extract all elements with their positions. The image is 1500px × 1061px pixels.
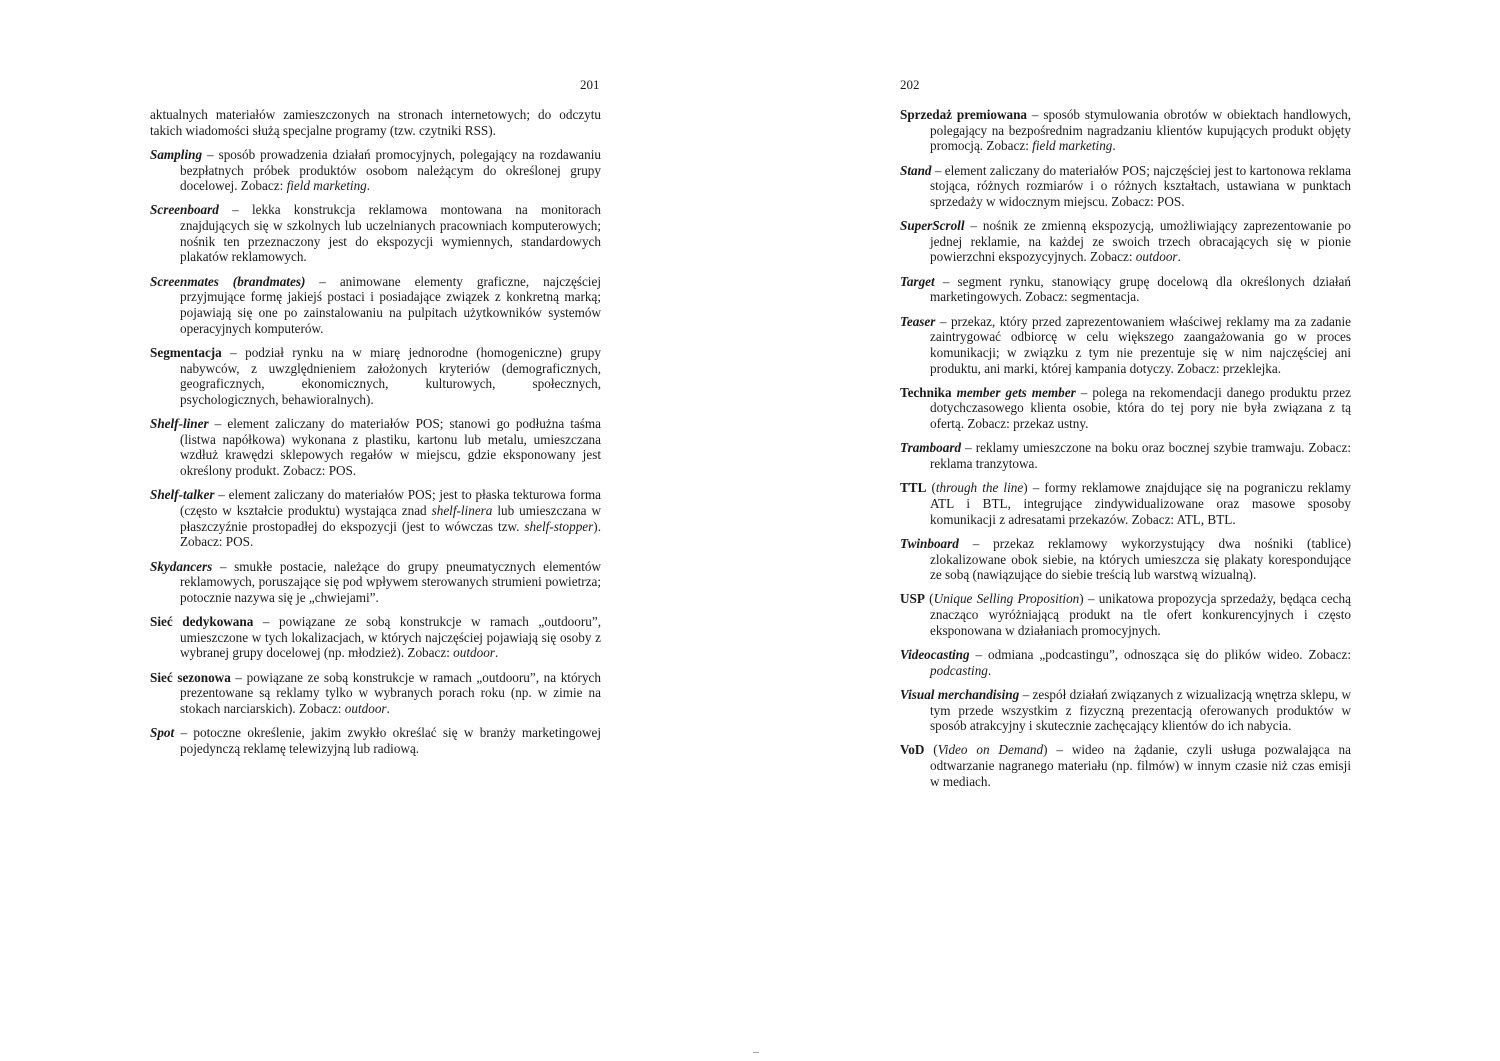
entry-expansion: Video on Demand — [937, 742, 1044, 758]
entry-term: Target — [900, 273, 935, 289]
entry-term: Shelf-liner — [150, 416, 209, 432]
entry-term: Visual merchandising — [900, 686, 1020, 702]
entry-definition: – element zaliczany do materiałów POS; stanowi go podłużna taśma (listwa napółkowa) wykonana z plastiku, kartonu lub metalu, umieszczana wzdłuż krawędzi sklepowych regałów w miejscu, gdzie eksponowany jest określony produkt. Zobacz: POS. — [180, 416, 601, 479]
entry-term: member gets member — [956, 384, 1076, 400]
entry-term: Sieć dedykowana — [150, 614, 254, 630]
glossary-entry-target — [900, 274, 1351, 305]
glossary-entry-usp: USP (Unique Selling Proposition) – unikatowa propozycja sprzedaży, będąca cechą znacząco wyróżniającą produkt na tle ofert konkurencyjnych i często eksponowana w działaniach promocyjnych. — [900, 591, 1351, 638]
entry-expansion: through the line — [935, 480, 1024, 496]
entry-definition: – element zaliczany do materiałów POS; najczęściej jest to kartonowa reklama stojąca, różnych rozmiarów i o różnych kształtach, ustawiana w punktach sprzedaży w widocznym miejscu. Zobacz: POS. — [930, 162, 1351, 209]
glossary-entry-member-gets-member — [900, 385, 1351, 432]
entry-definition: – smukłe postacie, należące do grupy pneumatycznych elementów reklamowych, poruszające się pod wpływem sterowanych strumieni powietrza; potocznie nazywa się je „chwiejami”. — [180, 558, 601, 605]
glossary-entry-sampling — [150, 147, 601, 194]
entry-definition: – wideo na żądanie, czyli usługa pozwalająca na odtwarzanie nagranego materiału (np. filmów) w innym czasie niż czas emisji w mediach. — [930, 742, 1351, 789]
entry-definition: – unikatowa propozycja sprzedaży, będąca cechą znacząco wyróżniającą produkt na tle ofert konkurencyjnych i często eksponowana w działaniach promocyjnych. — [930, 591, 1351, 638]
glossary-entries — [150, 107, 601, 765]
glossary-entry-tramboard — [900, 440, 1351, 471]
glossary-entry-shelf-talker — [150, 487, 601, 550]
entry-definition: – nośnik ze zmienną ekspozycją, umożliwiający zaprezentowanie po jednej reklamie, na każdej ze swoich trzech obracających się w pionie powierzchni ekspozycyjnych. Zobacz: — [930, 218, 1351, 265]
entry-definition: – sposób prowadzenia działań promocyjnych, polegający na rozdawaniu bezpłatnych próbek produktów osobom należącym do określonej grupy docelowej. Zobacz: — [180, 146, 601, 194]
glossary-entry-sprzedaz-premiowana — [900, 107, 1351, 154]
entry-definition: – podział rynku na w miarę jednorodne (homogeniczne) grupy nabywców, z uwzględnieniem założonych kryteriów (demograficznych, geograficznych, ekonomicznych, kulturowych, społecznych, psychologicznych, behawioralnych). — [180, 344, 601, 407]
glossary-entry-screenmates — [150, 274, 601, 337]
continuation-paragraph: aktualnych materiałów zamieszczonych na stronach internetowych; do odczytu takich wiadomości służą specjalne programy (tzw. czytniki RSS). — [150, 107, 601, 138]
entry-term: Sampling — [150, 146, 203, 162]
entry-tail: lub umieszczana w płaszczyźnie prostopadłej do ekspozycji (jest to wówczas tzw. — [180, 503, 601, 534]
entry-term: TTL — [900, 480, 927, 496]
entry-tail: . — [1177, 249, 1181, 265]
entry-term: Shelf-talker — [150, 487, 215, 503]
glossary-entry-stand — [900, 163, 1351, 210]
glossary-entries — [900, 107, 1351, 798]
entry-definition: – polega na rekomendacji danego produktu przez dotychczasowego klienta osobie, która do tej pory nie była związana z tą ofertą. Zobacz: przekaz ustny. — [930, 384, 1352, 432]
entry-definition: – animowane elementy graficzne, najczęściej przyjmujące formę jakiejś postaci i posiadające związek z konkretną marką; pojawiają się one po zainstalowaniu na pulpitach użytkowników systemów operacyjnych komputerów. — [180, 273, 601, 336]
entry-definition: – przekaz reklamowy wykorzystujący dwa nośniki (tablice) zlokalizowane obok siebie, na których umieszcza się plakaty korespondujące ze sobą (nawiązujące do siebie treścią lub warstwą wizualną). — [930, 535, 1351, 583]
glossary-entry-siec-sezonowa — [150, 670, 601, 717]
glossary-entry-shelf-liner — [150, 416, 601, 479]
entry-reference: shelf-linera — [431, 503, 493, 518]
entry-definition: – reklamy umieszczone na boku oraz bocznej szybie tramwaju. Zobacz: reklama tranzytowa. — [930, 440, 1351, 472]
entry-reference: field marketing — [286, 178, 367, 194]
glossary-entry-visual-merchandising — [900, 687, 1351, 734]
entry-definition: – formy reklamowe znajdujące się na pograniczu reklamy ATL i BTL, integrujące zindywidualizowane oraz masowe sposoby komunikacji z adresatami przekazów. Zobacz: ATL, BTL. — [930, 480, 1351, 527]
entry-term: Segmentacja — [150, 344, 222, 360]
page-number: 201 — [580, 77, 600, 92]
entry-reference: outdoor — [453, 645, 495, 661]
entry-term: Twinboard — [900, 535, 959, 551]
entry-term: Skydancers — [150, 558, 213, 574]
entry-term: Screenmates (brandmates) — [150, 273, 306, 289]
entry-reference: podcasting — [930, 662, 988, 678]
entry-tail: . — [386, 701, 390, 716]
glossary-entry-segmentacja — [150, 345, 601, 408]
entry-tail: ). Zobacz: POS. — [180, 518, 601, 550]
entry-definition: – powiązane ze sobą konstrukcje w ramach „outdooru”, umieszczone w tych lokalizacjach, w których najczęściej pojawiają się osoby z wybranej grupy docelowej (np. młodzież). Zobacz: — [180, 614, 601, 661]
right-page — [750, 0, 1500, 1061]
entry-expansion: Unique Selling Proposition — [933, 591, 1080, 607]
entry-definition: – zespół działań związanych z wizualizacją wnętrza sklepu, w tym przede wszystkim z fizyczną prezentacją oferowanych produktów w sposób atrakcyjny i skutecznie zachęcający klientów do ich nabycia. — [930, 686, 1351, 734]
entry-reference: field marketing — [1032, 138, 1113, 154]
entry-term: SuperScroll — [900, 218, 965, 234]
entry-reference: outdoor — [1135, 249, 1178, 265]
glossary-entry-screenboard — [150, 202, 601, 265]
entry-term: Teaser — [900, 313, 936, 329]
glossary-entry-vod: VoD (Video on Demand) – wideo na żądanie, czyli usługa pozwalająca na odtwarzanie nagranego materiału (np. filmów) w innym czasie niż czas emisji w mediach. — [900, 742, 1351, 789]
entry-tail: . — [1112, 138, 1116, 154]
glossary-entry-teaser — [900, 314, 1351, 377]
glossary-entry-twinboard — [900, 536, 1351, 583]
entry-definition: – potoczne określenie, jakim zwykło określać się w branży marketingowej pojedynczą reklamę telewizyjną lub radiową. — [174, 725, 601, 756]
entry-term: USP — [900, 591, 925, 607]
entry-term: Stand — [900, 162, 932, 178]
page-number: 202 — [900, 77, 920, 92]
entry-term: Sprzedaż premiowana — [900, 107, 1027, 122]
glossary-entry-siec-dedykowana — [150, 614, 601, 661]
entry-term: Videocasting — [900, 646, 970, 662]
entry-definition: – segment rynku, stanowiący grupę docelową dla określonych działań marketingowych. Zobacz: segmentacja. — [930, 273, 1351, 305]
glossary-entry-skydancers — [150, 559, 601, 606]
entry-reference: outdoor — [344, 701, 387, 716]
entry-reference: shelf-stopper — [524, 518, 594, 534]
entry-term-prefix: Technika — [900, 384, 957, 400]
entry-term: Screenboard — [150, 202, 219, 218]
entry-tail: . — [366, 178, 371, 194]
entry-term: Spot — [150, 725, 175, 741]
entry-definition: – powiązane ze sobą konstrukcje w ramach „outdooru”, na których prezentowane są reklamy tylko w wybranych porach roku (np. w zimie na stokach narciarskich). Zobacz: — [180, 669, 601, 716]
entry-term: Tramboard — [900, 440, 962, 456]
entry-definition: – element zaliczany do materiałów POS; jest to płaska tekturowa forma (często w kształcie produktu) wystająca znad — [180, 487, 601, 518]
entry-term: VoD — [900, 742, 925, 758]
glossary-entry-superscroll — [900, 218, 1351, 265]
entry-definition: – odmiana „podcastingu”, odnosząca się do plików wideo. Zobacz: — [969, 646, 1351, 662]
entry-definition: – przekaz, który przed zaprezentowaniem właściwej reklamy ma za zadanie zaintrygować odbiorcę w celu większego zaangażowania go w proces komunikacji; w związku z tym nie prezentuje się w nim najczęściej ani produktu, ani marki, której kampania dotyczy. Zobacz: przeklejka. — [930, 313, 1351, 376]
gutter-mark — [753, 1052, 759, 1053]
entry-definition: – sposób stymulowania obrotów w obiektach handlowych, polegający na bezpośrednim nagradzaniu klientów kupujących produkt objęty promocją. Zobacz: — [930, 107, 1351, 154]
entry-tail: . — [987, 662, 992, 678]
glossary-entry-spot — [150, 725, 601, 756]
glossary-entry-videocasting — [900, 647, 1351, 678]
entry-term: Sieć sezonowa — [150, 669, 231, 685]
glossary-entry-ttl: TTL (through the line) – formy reklamowe znajdujące się na pograniczu reklamy ATL i BTL, integrujące zindywidualizowane oraz masowe sposoby komunikacji z adresatami przekazów. Zobacz: ATL, BTL. — [900, 480, 1351, 527]
entry-tail: . — [494, 645, 499, 661]
entry-definition: – lekka konstrukcja reklamowa montowana na monitorach znajdujących się w szkolnych lub uczelnianych pracowniach komputerowych; nośnik ten przeznaczony jest do ekspozycji wymiennych, standardowych plakatów reklamowych. — [180, 202, 601, 265]
